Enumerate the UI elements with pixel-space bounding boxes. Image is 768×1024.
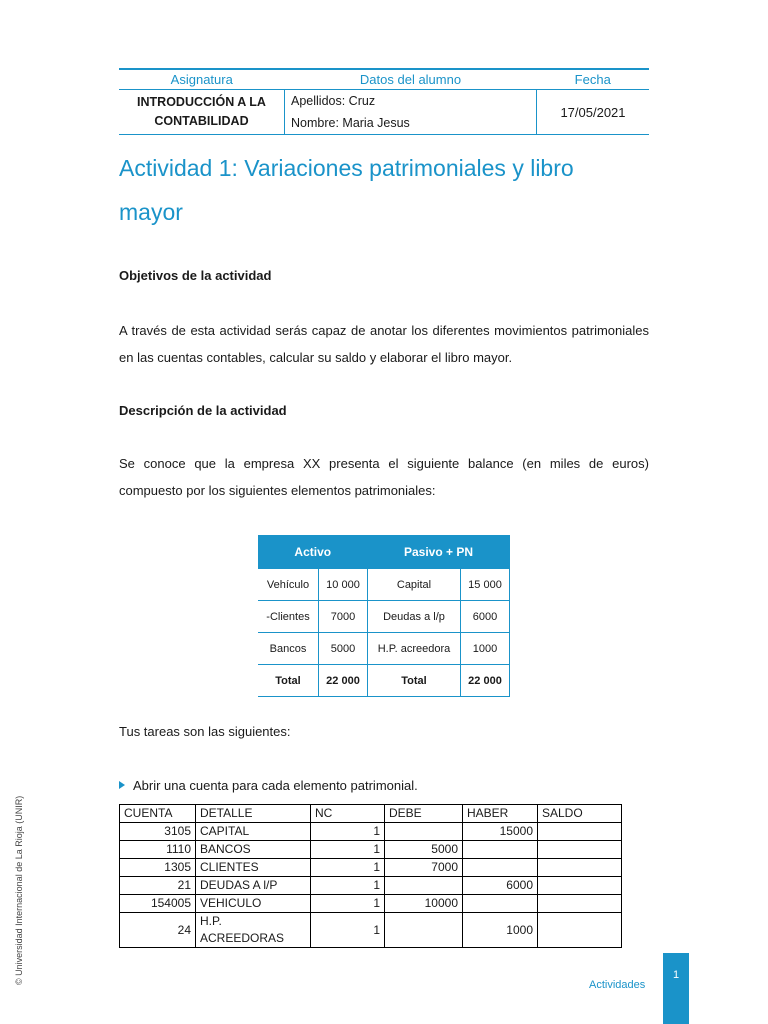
balance-cell: 10 000 (319, 569, 368, 601)
objectives-text: A través de esta actividad serás capaz de anotar los diferentes movimientos patrimoniales en las cuentas contables, calcular su saldo y elaborar el libro mayor. (119, 323, 649, 365)
accounts-header-row (120, 805, 622, 823)
balance-cell: H.P. acreedora (368, 633, 461, 665)
account-saldo (538, 895, 622, 913)
balance-cell: 1000 (461, 633, 510, 665)
balance-row (258, 633, 510, 665)
account-nc: 1 (311, 913, 385, 948)
account-detail: BANCOS (196, 841, 311, 859)
account-code: 21 (120, 877, 196, 895)
balance-cell: Deudas a l/p (368, 601, 461, 633)
table-row (120, 913, 622, 948)
account-code: 24 (120, 913, 196, 948)
tasks-intro: Tus tareas son las siguientes: (119, 724, 291, 739)
title-line2: mayor (119, 199, 183, 225)
account-nc: 1 (311, 859, 385, 877)
subject-line2: CONTABILIDAD (154, 114, 249, 128)
account-code: 1305 (120, 859, 196, 877)
page-number-tab (663, 953, 689, 1024)
account-saldo (538, 823, 622, 841)
balance-cell: 7000 (319, 601, 368, 633)
subject-line1: INTRODUCCIÓN A LA (137, 95, 266, 109)
account-debe (385, 823, 463, 841)
account-detail: DEUDAS A l/P (196, 877, 311, 895)
account-detail: H.P. ACREEDORAS (196, 913, 311, 948)
account-debe: 7000 (385, 859, 463, 877)
account-code: 3105 (120, 823, 196, 841)
balance-cell: 6000 (461, 601, 510, 633)
accounts-header-cell: DETALLE (196, 805, 311, 823)
balance-cell: Total (258, 665, 319, 697)
account-debe (385, 877, 463, 895)
bullet-triangle-icon (119, 781, 125, 789)
copyright-side-text: © Universidad Internacional de La Rioja (UNIR) (14, 795, 24, 985)
table-row (120, 877, 622, 895)
header-table (119, 68, 649, 135)
balance-cell: Total (368, 665, 461, 697)
header-subject-title: Asignatura (119, 69, 285, 90)
objectives-heading: Objetivos de la actividad (119, 268, 272, 283)
balance-cell: -Clientes (258, 601, 319, 633)
balance-cell: 22 000 (461, 665, 510, 697)
balance-cell: 5000 (319, 633, 368, 665)
title-line1: Actividad 1: Variaciones patrimoniales y libro (119, 155, 574, 181)
description-heading: Descripción de la actividad (119, 403, 287, 418)
account-saldo (538, 877, 622, 895)
account-code: 154005 (120, 895, 196, 913)
balance-table (258, 535, 510, 697)
table-row (120, 841, 622, 859)
account-nc: 1 (311, 877, 385, 895)
table-row (120, 823, 622, 841)
balance-cell: Vehículo (258, 569, 319, 601)
account-saldo (538, 841, 622, 859)
accounts-header-cell: NC (311, 805, 385, 823)
account-detail: CLIENTES (196, 859, 311, 877)
account-saldo (538, 859, 622, 877)
account-debe (385, 913, 463, 948)
table-row (120, 895, 622, 913)
account-saldo (538, 913, 622, 948)
account-nc: 1 (311, 823, 385, 841)
page-number: 1 (672, 969, 680, 981)
table-row (120, 859, 622, 877)
account-haber (463, 859, 538, 877)
account-debe: 10000 (385, 895, 463, 913)
balance-cell: 22 000 (319, 665, 368, 697)
account-debe: 5000 (385, 841, 463, 859)
student-name: Nombre: Maria Jesus (291, 116, 410, 130)
task-item (119, 778, 418, 793)
balance-row (258, 601, 510, 633)
balance-cell: Bancos (258, 633, 319, 665)
balance-header-pasivo: Pasivo + PN (368, 535, 510, 569)
balance-header-activo: Activo (258, 535, 368, 569)
student-cell (285, 90, 537, 135)
description-text: Se conoce que la empresa XX presenta el siguiente balance (en miles de euros) compuesto por los siguientes elementos patrimoniales: (119, 456, 649, 498)
subject-cell (119, 90, 285, 135)
account-haber (463, 895, 538, 913)
balance-cell: Capital (368, 569, 461, 601)
balance-cell: 15 000 (461, 569, 510, 601)
account-nc: 1 (311, 895, 385, 913)
header-date-title: Fecha (537, 69, 650, 90)
balance-total-row (258, 665, 510, 697)
account-nc: 1 (311, 841, 385, 859)
date-cell: 17/05/2021 (537, 90, 650, 135)
accounts-header-cell: DEBE (385, 805, 463, 823)
accounts-table (119, 804, 622, 948)
student-surname: Apellidos: Cruz (291, 94, 376, 108)
page-title (119, 146, 659, 234)
task-text: Abrir una cuenta para cada elemento patrimonial. (133, 778, 418, 793)
accounts-header-cell: CUENTA (120, 805, 196, 823)
footer-label: Actividades (589, 979, 646, 991)
account-haber (463, 841, 538, 859)
accounts-header-cell: HABER (463, 805, 538, 823)
account-code: 1110 (120, 841, 196, 859)
account-haber: 1000 (463, 913, 538, 948)
balance-row (258, 569, 510, 601)
account-haber: 6000 (463, 877, 538, 895)
account-detail: VEHICULO (196, 895, 311, 913)
accounts-header-cell: SALDO (538, 805, 622, 823)
account-haber: 15000 (463, 823, 538, 841)
account-detail: CAPITAL (196, 823, 311, 841)
header-student-title: Datos del alumno (285, 69, 537, 90)
